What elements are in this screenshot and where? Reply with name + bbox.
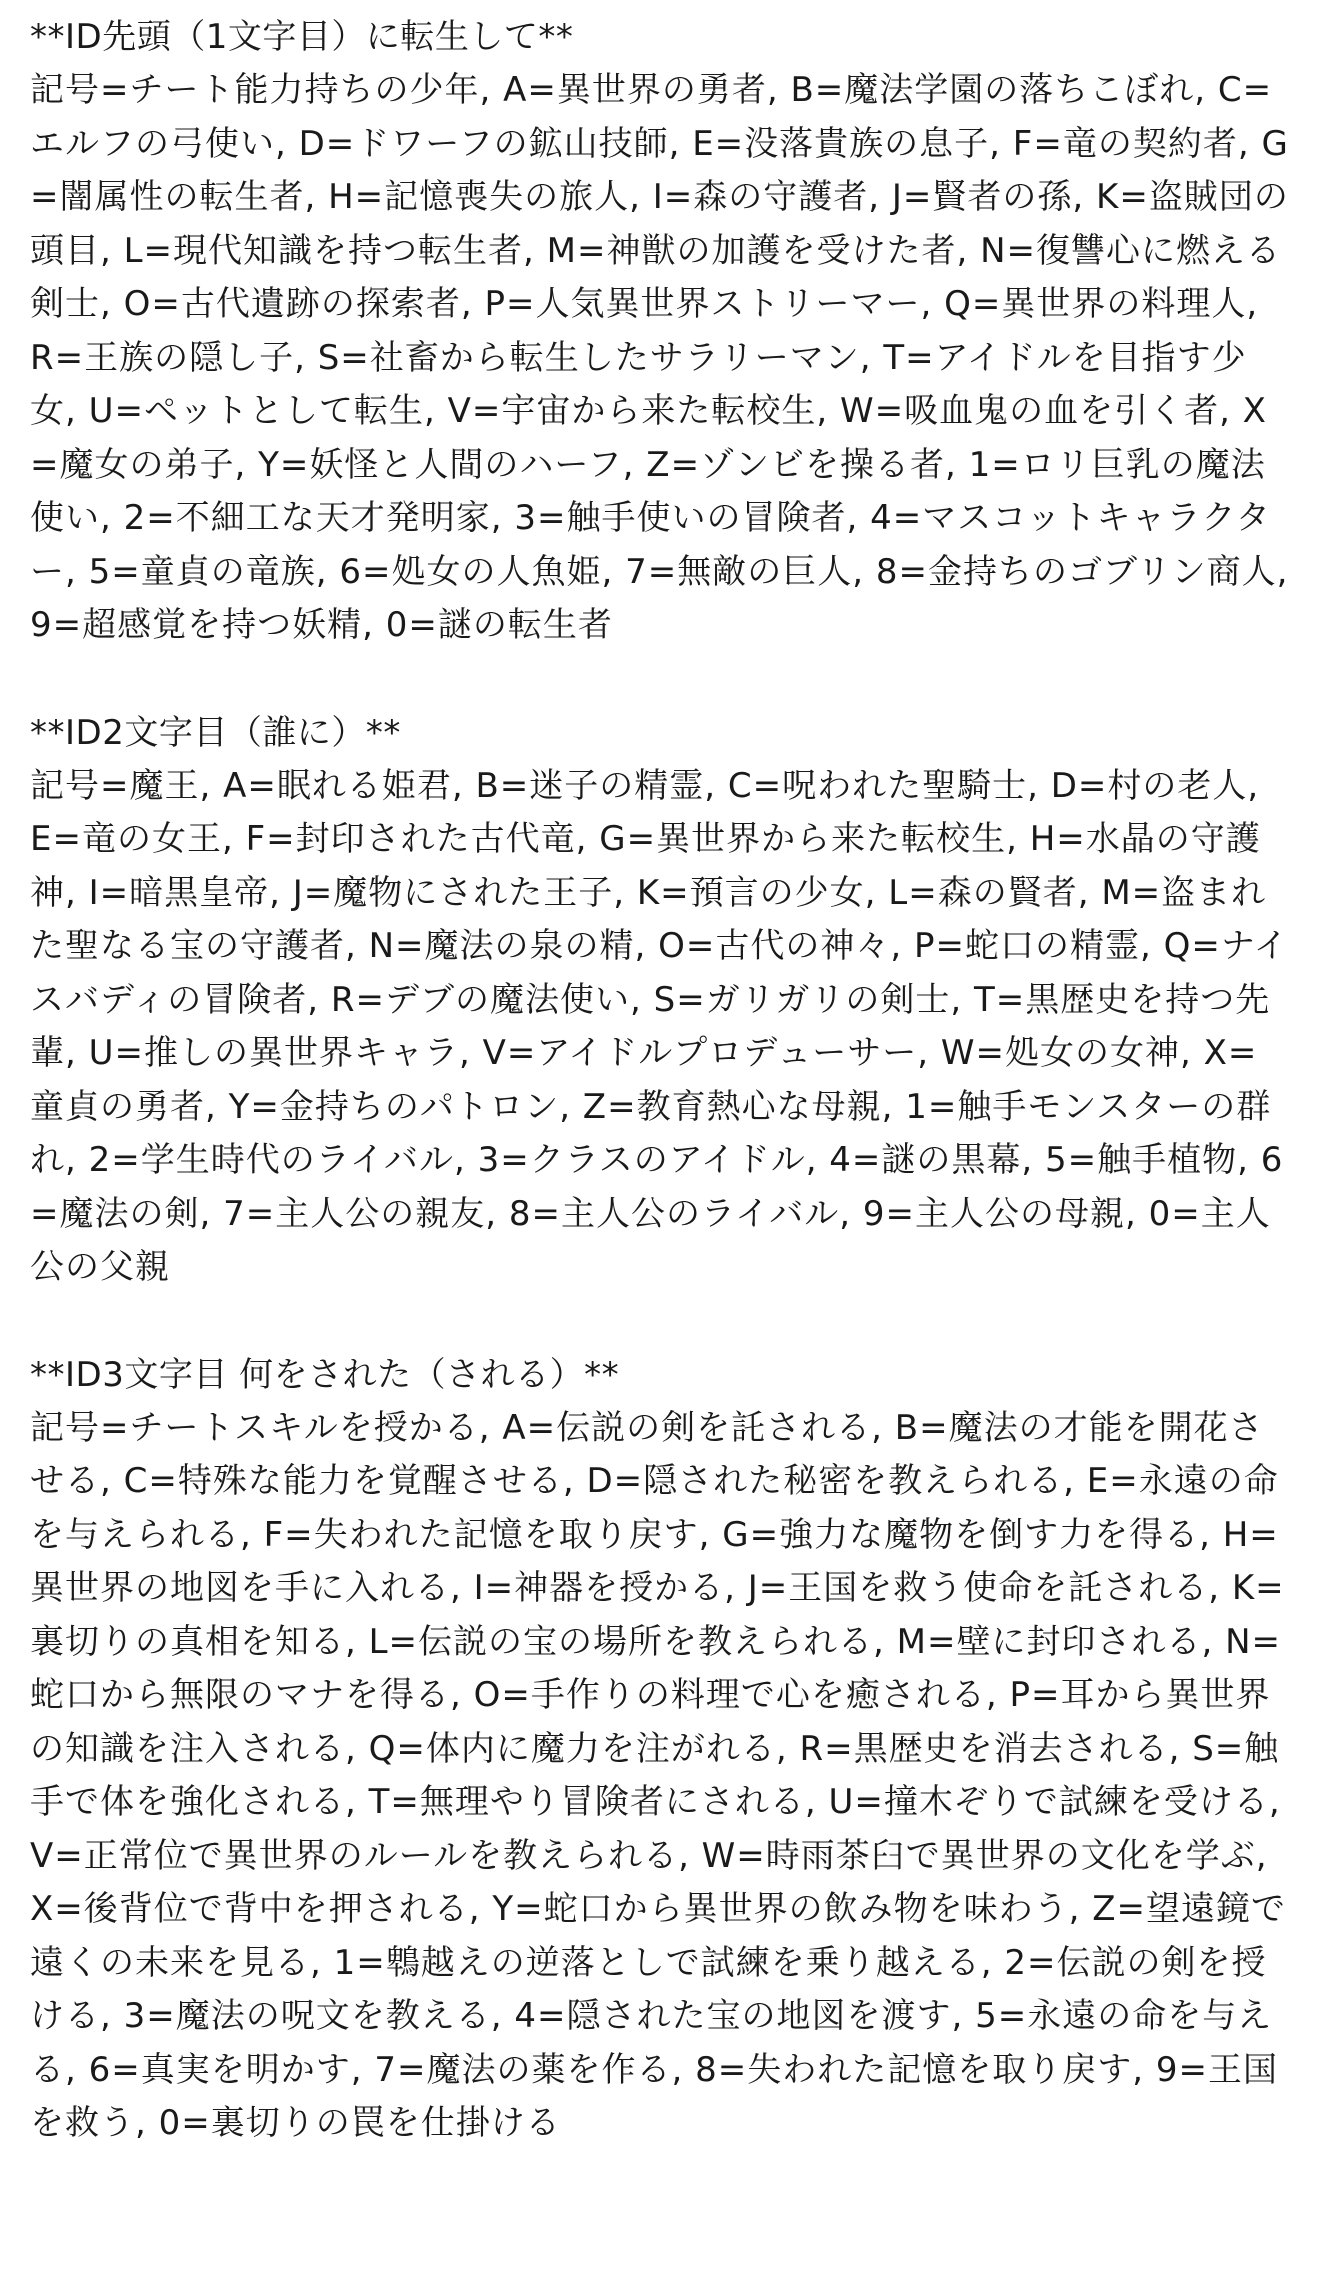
section-body: 記号=チートスキルを授かる, A=伝説の剣を託される, B=魔法の才能を開花させる, C=特殊な能力を覚醒させる, D=隠された秘密を教えられる, E=永遠の命を与えられる, F=失われた記憶を取り戻す, G=強力な魔物を倒す力を得る, H=異世界の地図を手に入れる, I=神器を授かる, J=王国を救う使命を託される, K=裏切りの真相を知る, L=伝説の宝の場所を教えられる, M=壁に封印される, N=蛇口から無限のマナを得る, O=手作りの料理で心を癒される, P=耳から異世界の知識を注入される, Q=体内に魔力を注がれる, R=黒歴史を消去される, S=触手で体を強化される, T=無理やり冒険者にされる, U=撞木ぞりで試練を受ける, V=正常位で異世界のルールを教えられる, W=時雨茶臼で異世界の文化を学ぶ, X=後背位で背中を押される, Y=蛇口から異世界の飲み物を味わう, Z=望遠鏡で遠くの未来を見る, 1=鵯越えの逆落としで試練を乗り越える, 2=伝説の剣を授ける, 3=魔法の呪文を教える, 4=隠された宝の地図を渡す, 5=永遠の命を与える, 6=真実を明かす, 7=魔法の薬を作る, 8=失われた記憶を取り戻す, 9=王国を救う, 0=裏切りの罠を仕掛ける	[30, 1407, 1287, 2143]
section-heading: **ID先頭（1文字目）に転生して**	[30, 17, 574, 57]
section-what	[30, 1348, 1292, 2151]
section-reincarnation	[30, 10, 1292, 653]
section-body: 記号=魔王, A=眠れる姫君, B=迷子の精霊, C=呪われた聖騎士, D=村の老人, E=竜の女王, F=封印された古代竜, G=異世界から来た転校生, H=水晶の守護神, I=暗黒皇帝, J=魔物にされた王子, K=預言の少女, L=森の賢者, M=盗まれた聖なる宝の守護者, N=魔法の泉の精, O=古代の神々, P=蛇口の精霊, Q=ナイスバディの冒険者, R=デブの魔法使い, S=ガリガリの剣士, T=黒歴史を持つ先輩, U=推しの異世界キャラ, V=アイドルプロデューサー, W=処女の女神, X=童貞の勇者, Y=金持ちのパトロン, Z=教育熱心な母親, 1=触手モンスターの群れ, 2=学生時代のライバル, 3=クラスのアイドル, 4=謎の黒幕, 5=触手植物, 6=魔法の剣, 7=主人公の親友, 8=主人公のライバル, 9=主人公の母親, 0=主人公の父親	[30, 765, 1289, 1287]
section-body: 記号=チート能力持ちの少年, A=異世界の勇者, B=魔法学園の落ちこぼれ, C=エルフの弓使い, D=ドワーフの鉱山技師, E=没落貴族の息子, F=竜の契約者, G=闇属性の転生者, H=記憶喪失の旅人, I=森の守護者, J=賢者の孫, K=盗賊団の頭目, L=現代知識を持つ転生者, M=神獣の加護を受けた者, N=復讐心に燃える剣士, O=古代遺跡の探索者, P=人気異世界ストリーマー, Q=異世界の料理人, R=王族の隠し子, S=社畜から転生したサラリーマン, T=アイドルを目指す少女, U=ペットとして転生, V=宇宙から来た転校生, W=吸血鬼の血を引く者, X=魔女の弟子, Y=妖怪と人間のハーフ, Z=ゾンビを操る者, 1=ロリ巨乳の魔法使い, 2=不細工な天才発明家, 3=触手使いの冒険者, 4=マスコットキャラクター, 5=童貞の竜族, 6=処女の人魚姫, 7=無敵の巨人, 8=金持ちのゴブリン商人, 9=超感覚を持つ妖精, 0=謎の転生者	[30, 70, 1289, 645]
document-page	[30, 10, 1292, 2204]
section-who	[30, 706, 1292, 1295]
section-heading: **ID3文字目 何をされた（される）**	[30, 1354, 620, 1395]
section-heading: **ID2文字目（誰に）**	[30, 712, 401, 753]
